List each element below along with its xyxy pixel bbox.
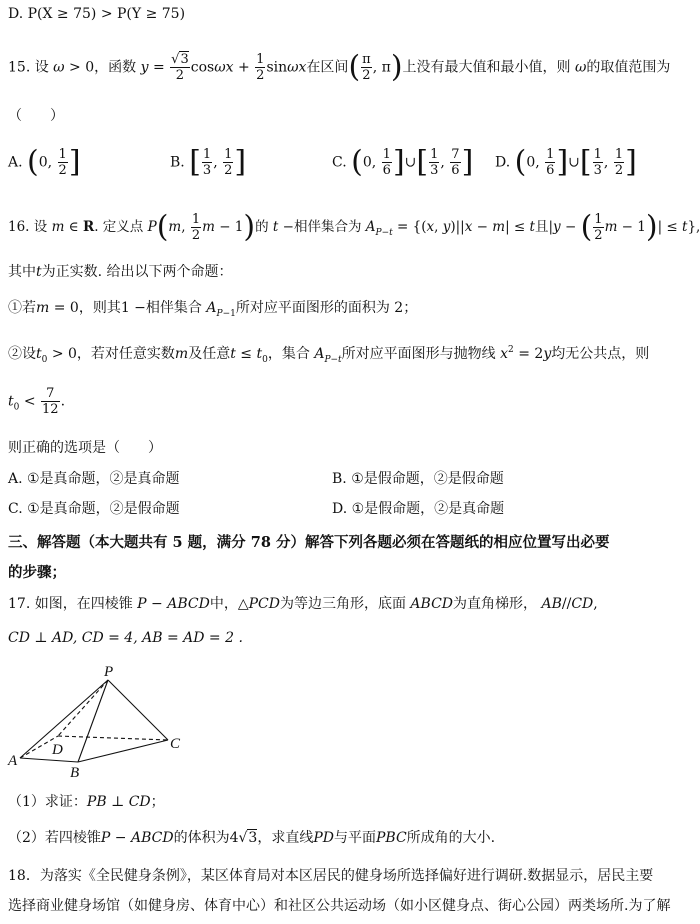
q15-option-d-label: D. xyxy=(495,154,511,171)
q15-option-a-label: A. xyxy=(8,154,23,171)
q16-option-a: A. ①是真命题，②是真命题 xyxy=(8,471,180,487)
q16-text-c: 的 xyxy=(255,219,269,235)
q15-option-c: C. (0, $\frac{1}{6}$ ]∪[ $\frac{1}{3}$ , $\frac{7}{6}$ ] xyxy=(332,144,474,180)
q17-part-2-c: ，求直线 xyxy=(257,830,314,846)
q16-line2-b: 为正实数. 给出以下两个命题： xyxy=(41,264,233,280)
q15-text-c: 在区间 xyxy=(306,59,349,76)
pyramid-figure xyxy=(8,664,198,781)
q15-text-a: 设 xyxy=(34,59,49,76)
q15-frac-half: $\frac{1}{2}$ xyxy=(256,52,265,83)
q17-text-b: 中， xyxy=(209,596,238,612)
q16-text-e: 且 xyxy=(534,219,549,235)
q17-number: 17. xyxy=(8,596,31,612)
q16-p2-b: ，若对任意实数 xyxy=(76,346,175,362)
q16-proposition-1: ①若m = 0，则其1 −相伴集合 $A_{P-1}$所对应平面图形的面积为 2； xyxy=(8,300,418,319)
vertex-label-c: C xyxy=(170,736,181,752)
q17-text-d: 为直角梯形， xyxy=(453,596,538,612)
q17-part-1-c: ； xyxy=(150,794,165,810)
q16-text-a: 设 xyxy=(33,219,48,235)
q14-option-d: D. P(X ≥ 75) > P(Y ≥ 75) xyxy=(8,6,186,22)
q17-part-2-e: 所成角的大小. xyxy=(406,830,496,846)
q16-number: 16. xyxy=(8,219,30,235)
q16-p1-c: 相伴集合 xyxy=(145,300,202,316)
q16-p2-d: ，集合 xyxy=(267,346,310,362)
q17-part-2-a: （2）若四棱锥 xyxy=(8,830,101,846)
q16-ask: 则正确的选项是（ ） xyxy=(8,440,162,456)
q16-p2-c: 及任意 xyxy=(188,346,231,362)
q17-conditions: CD ⊥ AD, CD = 4, AB = AD = 2 . xyxy=(8,630,243,646)
q16-p1-b: ，则其 xyxy=(78,300,121,316)
q18-line-1: 18．为落实《全民健身条例》，某区体育局对本区居民的健身场所选择偏好进行调研.数据显示，居民主要 xyxy=(8,868,654,884)
q17-part-1-a: （1）求证： xyxy=(8,794,87,810)
q15-number: 15. xyxy=(8,59,31,76)
q15-option-d: D. (0, $\frac{1}{6}$ ]∪[ $\frac{1}{3}$ , $\frac{1}{2}$ ] xyxy=(495,144,637,180)
vertex-label-d: D xyxy=(52,742,63,758)
q17-stem: 17. 如图，在四棱锥 P − ABCD中，△PCD为等边三角形，底面 ABCD为直角梯形， AB//CD, xyxy=(8,596,598,612)
q16-text-b: . 定义点 xyxy=(94,219,144,235)
q17-text-c: 为等边三角形，底面 xyxy=(279,596,406,612)
vertex-label-b: B xyxy=(70,765,80,781)
q16-option-d: D. ①是假命题，②是真命题 xyxy=(332,501,505,517)
q16-stem: 16. 设 m ∈ R. 定义点 P(m, $\frac{1}{2}$ m − 1)的 t −相伴集合为 $A_{P-t} = \{(x$, y)||x − m| ≤ t且|y − ( $\frac{1}{2}$ m − 1)| ≤ t}, xyxy=(8,209,700,245)
q15-text-e: 的取值范围为 xyxy=(586,59,671,76)
q16-line2-a: 其中 xyxy=(8,264,36,280)
q18-line-2: 选择商业健身场馆（如健身房、体育中心）和社区公共运动场（如小区健身点、街心公园）两类场所.为了解 xyxy=(8,898,671,914)
q15-option-b-label: B. xyxy=(170,154,185,171)
section-3-heading: 三、解答题（本大题共有 5 题，满分 78 分）解答下列各题必须在答题纸的相应位置写出必要 xyxy=(8,534,610,551)
q17-part-2-b: 的体积为 xyxy=(173,830,230,846)
vertex-label-p: P xyxy=(104,664,114,680)
q17-part-2: （2）若四棱锥P − ABCD的体积为4√3，求直线PD与平面PBC所成角的大小. xyxy=(8,830,496,846)
q15-frac-sqrt3: $\frac{√3}{2}$ xyxy=(171,52,189,83)
q15-answer-paren: （ ） xyxy=(8,108,64,124)
vertex-label-a: A xyxy=(8,753,18,769)
q17-part-2-d: 与平面 xyxy=(333,830,376,846)
q15-option-b: B. [ $\frac{1}{3}$ , $\frac{1}{2}$ ] xyxy=(170,144,247,180)
q17-part-1-b: PB ⊥ CD xyxy=(86,794,151,810)
q17-part-1 xyxy=(8,792,165,812)
q16-option-b: B. ①是假命题，②是假命题 xyxy=(332,471,504,487)
q16-p1-d: 所对应平面图形的面积为 2； xyxy=(235,300,418,316)
q16-line2: 其中t为正实数. 给出以下两个命题： xyxy=(8,264,233,280)
q16-p1-a: ①若 xyxy=(8,300,36,316)
q16-text-d: 相伴集合为 xyxy=(293,219,362,235)
q16-t0-bound: $t_0$ < $\frac{7}{12}$ . xyxy=(8,386,66,417)
q16-option-c: C. ①是真命题，②是假命题 xyxy=(8,501,180,517)
q16-p2-a: ②设 xyxy=(8,346,36,362)
q15-stem: 15. 设 ω > 0，函数 y = $\frac{√3}{2}$ cosωx + $\frac{1}{2}$ sinωx在区间( $\frac{\pi}{2}$ , π)上没有最大值和最小值，则 ω的取值范围为 xyxy=(8,49,671,85)
q17-text-a: 如图，在四棱锥 xyxy=(34,596,133,612)
q16-p2-e: 所对应平面图形与抛物线 xyxy=(341,346,496,362)
q15-option-a: A. (0, $\frac{1}{2}$ ] xyxy=(8,144,81,180)
q16-proposition-2: ②设$t_0 > 0$，若对任意实数m及任意$t \le t_0$，集合 $A_{P-t}$所对应平面图形与抛物线 $x^2 = 2y$均无公共点，则 xyxy=(8,345,650,365)
q15-option-c-label: C. xyxy=(332,154,347,171)
q16-p2-f: 均无公共点，则 xyxy=(551,346,650,362)
q15-text-b: ，函数 xyxy=(94,59,137,76)
q15-text-d: 上没有最大值和最小值，则 xyxy=(402,59,571,76)
section-3-heading-cont: 的步骤； xyxy=(8,564,66,581)
